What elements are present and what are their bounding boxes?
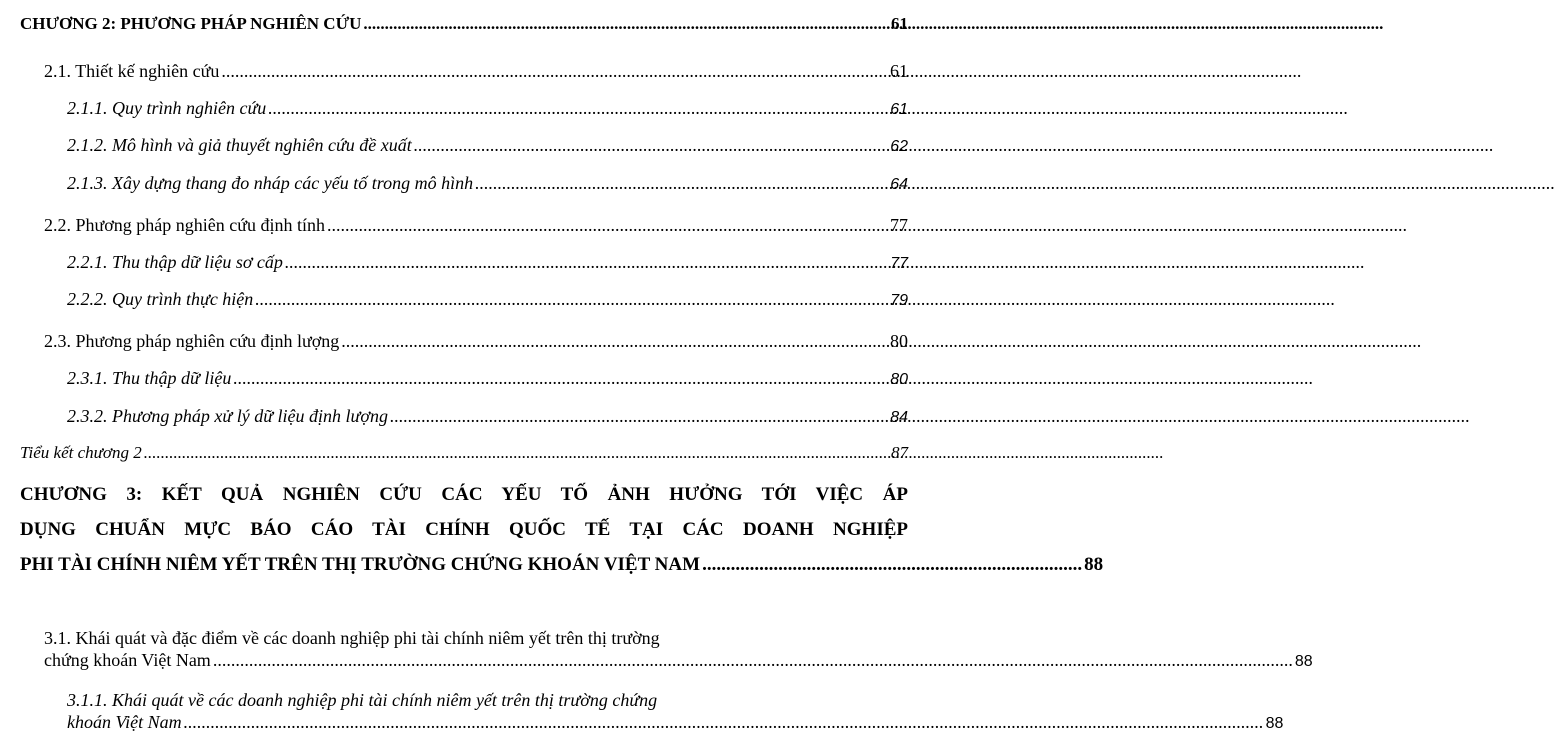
toc-entry-text-line-1: 3.1.1. Khái quát về các doanh nghiệp phi tài chính niêm yết trên thị trường chứng (67, 690, 658, 710)
toc-page-number: 80 (890, 331, 908, 351)
toc-entry-text-line-1: 3.1. Khái quát và đặc điểm về các doanh nghiệp phi tài chính niêm yết trên thị trường (44, 628, 660, 648)
toc-entry-text: 2.1.1. Quy trình nghiên cứu (67, 98, 267, 118)
dot-leader (221, 59, 888, 83)
toc-entry-2-1-3[interactable] (67, 171, 908, 197)
toc-entry-text: PHI TÀI CHÍNH NIÊM YẾT TRÊN THỊ TRƯỜNG CHỨNG KHOÁN VIỆT NAM (20, 554, 701, 575)
dot-leader (268, 96, 888, 120)
toc-entry-last-row (67, 711, 1284, 735)
chapter-3-title-line-3 (20, 547, 1104, 582)
toc-page-number: 84 (890, 409, 908, 426)
toc-entry-tieu-ket-chuong-2[interactable] (20, 441, 908, 465)
toc-entry-text: 2.1. Thiết kế nghiên cứu (44, 61, 220, 81)
toc-page-number: 80 (890, 371, 908, 388)
dot-leader (233, 366, 888, 390)
toc-page-number: 62 (890, 138, 908, 155)
dot-leader (341, 329, 888, 353)
toc-page-number: 77 (890, 255, 908, 272)
toc-entry-2-3-1[interactable] (67, 366, 908, 392)
toc-page-number: 77 (890, 215, 908, 235)
toc-page-number: 61 (890, 61, 908, 81)
toc-entry-text: 2.1.2. Mô hình và giả thuyết nghiên cứu đề xuất (67, 135, 412, 155)
toc-entry-2-2-1[interactable] (67, 250, 908, 276)
toc-entry-2-1[interactable] (44, 59, 908, 83)
chapter-3-title-line-2: DỤNG CHUẨN MỰC BÁO CÁO TÀI CHÍNH QUỐC TẾ TẠI CÁC DOANH NGHIỆP (20, 519, 908, 540)
toc-page-number: 88 (1265, 715, 1284, 732)
toc-page-number: 87 (891, 443, 908, 462)
toc-entry-text: CHƯƠNG 2: PHƯƠNG PHÁP NGHIÊN CỨU (20, 14, 362, 33)
dot-leader (255, 287, 888, 311)
toc-entry-text: 2.2. Phương pháp nghiên cứu định tính (44, 215, 326, 235)
toc-entry-chapter-3[interactable] (20, 477, 1104, 582)
chapter-3-title-line-1: CHƯƠNG 3: KẾT QUẢ NGHIÊN CỨU CÁC YẾU TỐ ẢNH HƯỞNG TỚI VIỆC ÁP (20, 484, 908, 505)
dot-leader (390, 404, 888, 428)
toc-entry-text-line-2: khoán Việt Nam (67, 712, 182, 732)
toc-entry-text: 2.2.1. Thu thập dữ liệu sơ cấp (67, 252, 283, 272)
dot-leader (184, 711, 1264, 733)
toc-page-number: 88 (1294, 653, 1313, 670)
toc-page-number: 61 (891, 14, 908, 33)
dot-leader (213, 649, 1293, 671)
dot-leader (475, 171, 888, 195)
toc-page-number: 61 (890, 101, 908, 118)
toc-entry-text: 2.2.2. Quy trình thực hiện (67, 289, 254, 309)
toc-entry-text: 2.1.3. Xây dựng thang đo nháp các yếu tố trong mô hình (67, 173, 474, 193)
toc-entry-2-2[interactable] (44, 213, 908, 237)
toc-entry-2-2-2[interactable] (67, 287, 908, 313)
dot-leader (144, 441, 889, 465)
dot-leader (414, 133, 888, 157)
toc-entry-last-row (44, 649, 1313, 673)
dot-leader (363, 12, 889, 36)
toc-entry-3-1-1[interactable] (67, 689, 1284, 735)
dot-leader (285, 250, 888, 274)
toc-entry-text: 2.3.2. Phương pháp xử lý dữ liệu định lượng (67, 406, 388, 426)
toc-entry-2-1-2[interactable] (67, 133, 908, 159)
toc-entry-2-3-2[interactable] (67, 404, 908, 430)
toc-entry-text: 2.3.1. Thu thập dữ liệu (67, 368, 232, 388)
toc-page-number: 79 (890, 292, 908, 309)
toc-page-number: 88 (1084, 554, 1104, 575)
toc-entry-2-3[interactable] (44, 329, 908, 353)
dot-leader: ................................................................................ (702, 554, 1083, 575)
dot-leader (327, 213, 888, 237)
toc-page-number: 64 (890, 176, 908, 193)
toc-entry-3-1[interactable] (44, 627, 1313, 673)
toc-entry-text-line-2: chứng khoán Việt Nam (44, 650, 211, 670)
toc-entry-2-1-1[interactable] (67, 96, 908, 122)
toc-entry-chapter-2[interactable] (20, 12, 908, 36)
toc-entry-text: 2.3. Phương pháp nghiên cứu định lượng (44, 331, 340, 351)
toc-entry-text: Tiểu kết chương 2 (20, 443, 142, 462)
